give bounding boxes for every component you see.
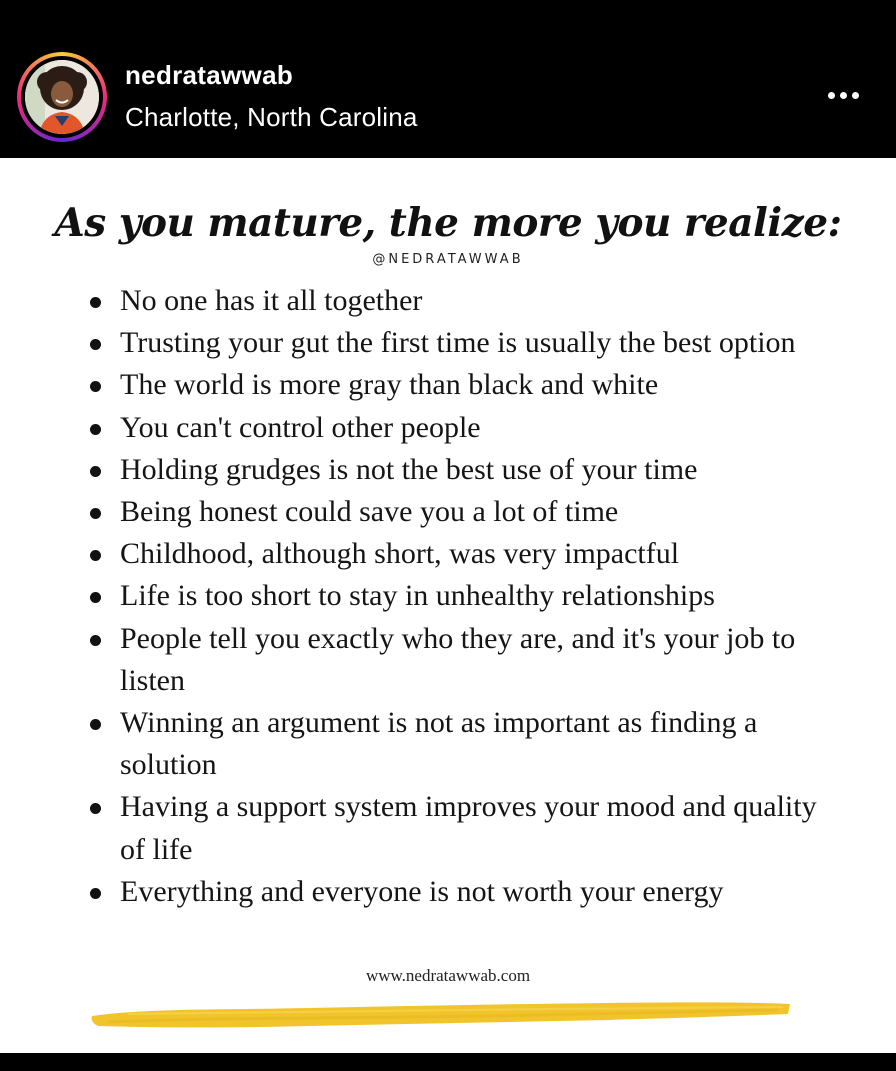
- list-item: You can't control other people: [88, 407, 848, 449]
- bullet-icon: [90, 381, 101, 392]
- list-item: Having a support system improves your mood and quality of life: [88, 786, 848, 870]
- list-item: Everything and everyone is not worth your energy: [88, 871, 848, 913]
- bullet-icon: [90, 888, 101, 899]
- author-handle: @NEDRATAWWAB: [372, 252, 524, 267]
- bullet-icon: [90, 508, 101, 519]
- bullet-icon: [90, 466, 101, 477]
- post-image[interactable]: [0, 158, 896, 1053]
- list-item: Life is too short to stay in unhealthy relationships: [88, 575, 848, 617]
- post-title: As you mature, the more you realize:: [54, 200, 842, 246]
- avatar-story-ring[interactable]: [17, 52, 107, 142]
- post-header: [0, 0, 896, 158]
- avatar[interactable]: [25, 60, 99, 134]
- bullet-icon: [90, 550, 101, 561]
- bullet-icon: [90, 424, 101, 435]
- avatar-portrait-icon: [25, 60, 99, 134]
- more-options-icon[interactable]: [818, 82, 868, 108]
- bullet-icon: [90, 803, 101, 814]
- list-item: Childhood, although short, was very impactful: [88, 533, 848, 575]
- list-item: No one has it all together: [88, 280, 848, 322]
- bullet-icon: [90, 297, 101, 308]
- list-item: The world is more gray than black and white: [88, 364, 848, 406]
- bullet-icon: [90, 635, 101, 646]
- yellow-brushstroke-icon: [88, 994, 794, 1036]
- bottom-bar: [0, 1053, 896, 1071]
- username[interactable]: nedratawwab: [125, 60, 294, 90]
- website-url: www.nedratawwab.com: [365, 966, 531, 985]
- bullet-icon: [90, 719, 101, 730]
- list-item: Trusting your gut the first time is usually the best option: [88, 322, 848, 364]
- bullet-icon: [90, 339, 101, 350]
- bullet-icon: [90, 592, 101, 603]
- list-item: Winning an argument is not as important as finding a solution: [88, 702, 848, 786]
- location-label[interactable]: Charlotte, North Carolina: [125, 102, 418, 132]
- list-item: Holding grudges is not the best use of your time: [88, 449, 848, 491]
- list-item: People tell you exactly who they are, and it's your job to listen: [88, 618, 848, 702]
- realizations-list: [88, 280, 848, 913]
- list-item: Being honest could save you a lot of time: [88, 491, 848, 533]
